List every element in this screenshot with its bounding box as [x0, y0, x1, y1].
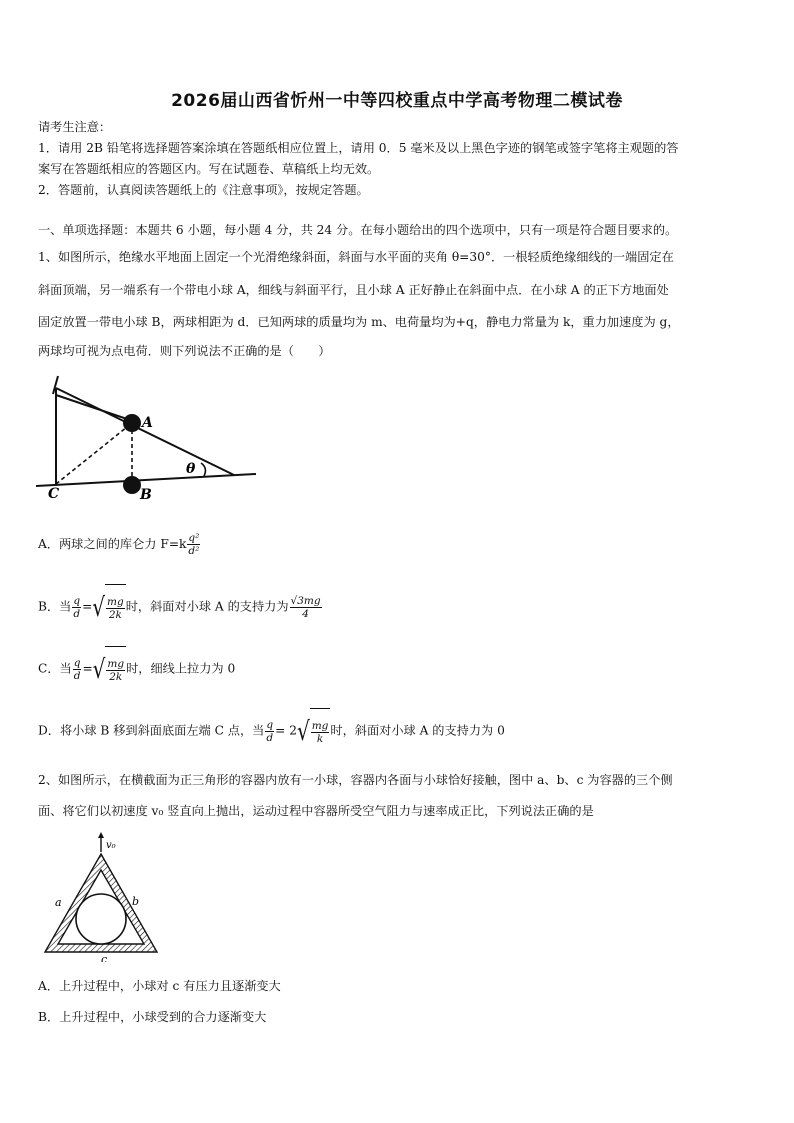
notice-line-1: 1．请用 2B 铅笔将选择题答案涂填在答题纸相应位置上，请用 0．5 毫米及以上黑色字迹的钢笔或签字笔将主观题的答: [38, 141, 679, 155]
q1-line-4: 两球均可视为点电荷．则下列说法不正确的是（ ）: [38, 344, 331, 358]
label-b: B: [140, 487, 152, 503]
sqrt-expression: √ $\frac{mg}{2k}$: [93, 646, 126, 692]
ball-icon: [76, 894, 126, 944]
q2-line-1: 2、如图所示，在横截面为正三角形的容器内放有一小球，容器内各面与小球恰好接触，图中 a、b、c 为容器的三个侧: [38, 773, 673, 787]
sqrt-expression: √ $\frac{mg}{2k}$: [92, 584, 125, 630]
q1-option-c: C．当 $\frac{q}{d}$ = √ $\frac{mg}{2k}$ 时，细线上拉力为 0: [38, 646, 235, 692]
q2-line-2: 面、将它们以初速度 v₀ 竖直向上抛出，运动过程中容器所受空气阻力与速率成正比，下列说法正确的是: [38, 804, 594, 818]
q1-option-b: B．当 $\frac{q}{d}$ = √ $\frac{mg}{2k}$ 时，斜面对小球 A 的支持力为 $\frac{√3mg}{4}$: [38, 584, 323, 630]
sqrt-expression: √ $\frac{mg}{k}$: [297, 708, 330, 754]
q1-line-1: 1、如图所示，绝缘水平地面上固定一个光滑绝缘斜面，斜面与水平面的夹角 θ=30°．一根轻质绝缘细线的一端固定在: [38, 250, 674, 264]
coulomb-fraction: $\frac{\text{q²}}{\text{d²}}$: [188, 532, 200, 557]
label-side-a: a: [55, 896, 62, 909]
velocity-arrow-icon: [98, 832, 104, 838]
q2-option-a: A．上升过程中，小球对 c 有压力且逐渐变大: [38, 979, 281, 993]
label-a: A: [142, 415, 153, 431]
notice-heading: 请考生注意：: [38, 120, 112, 134]
q2-triangle-figure: [40, 832, 170, 962]
page-title: 2026届山西省忻州一中等四校重点中学高考物理二模试卷: [171, 91, 623, 111]
ball-b-icon: [123, 476, 141, 494]
label-side-b: b: [132, 895, 140, 908]
label-theta: θ: [186, 461, 196, 477]
notice-line-2: 案写在答题纸相应的答题区内。写在试题卷、草稿纸上均无效。: [38, 162, 380, 176]
q1-option-d: D．将小球 B 移到斜面底面左端 C 点，当 $\frac{q}{d}$ = 2 √ $\frac{mg}{k}$ 时，斜面对小球 A 的支持力为 0: [38, 708, 505, 754]
q1-incline-figure: [36, 368, 262, 508]
notice-line-3: 2．答题前，认真阅读答题纸上的《注意事项》，按规定答题。: [38, 183, 369, 197]
q2-option-b: B．上升过程中，小球受到的合力逐渐变大: [38, 1010, 267, 1024]
label-v0: v₀: [106, 840, 116, 851]
q1-line-2: 斜面顶端，另一端系有一个带电小球 A，细线与斜面平行，且小球 A 正好静止在斜面中点．在小球 A 的正下方地面处: [38, 283, 669, 297]
q1-option-a: [38, 522, 201, 566]
section-heading: 一、单项选择题：本题共 6 小题，每小题 4 分，共 24 分。在每小题给出的四个选项中，只有一项是符合题目要求的。: [38, 223, 678, 237]
label-c: C: [48, 486, 60, 502]
q1-line-3: 固定放置一带电小球 B，两球相距为 d．已知两球的质量均为 m、电荷量均为+q，静电力常量为 k，重力加速度为 g，: [38, 315, 680, 329]
q1-option-a-text: A．两球之间的库仑力 F=k: [38, 537, 187, 551]
label-side-c: c: [101, 953, 108, 962]
ball-a-icon: [123, 414, 141, 432]
